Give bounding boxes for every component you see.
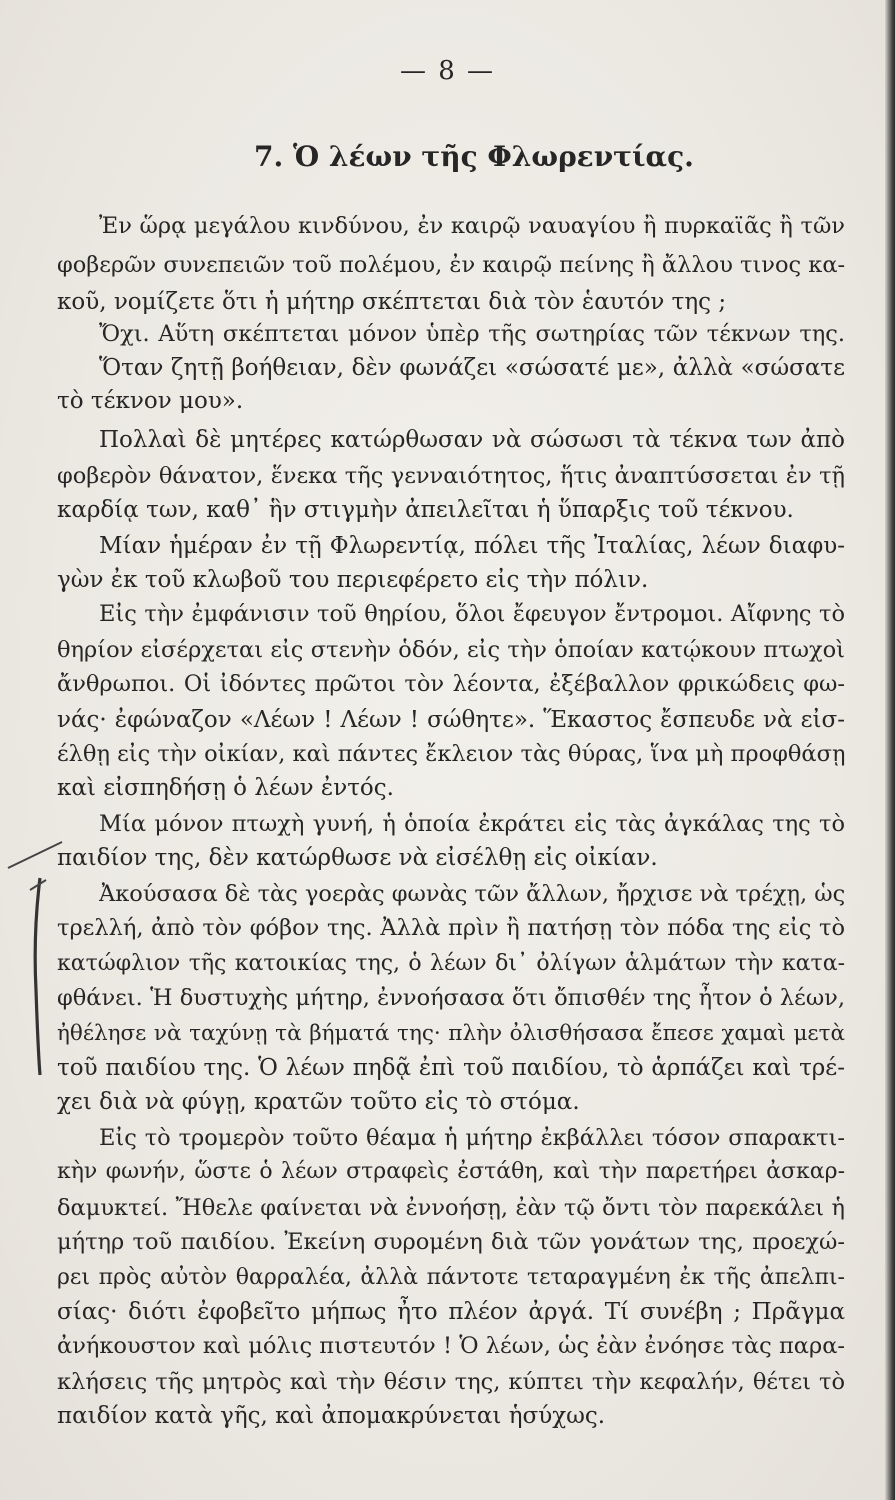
text-line: Μία μόνον πτωχὴ γυνή, ἡ ὁποία ἐκράτει εἰς τὰς ἀγκάλας της τὸ [99,811,845,837]
text-line: κλήσεις τῆς μητρὸς καὶ τὴν θέσιν της, κύπτει τὴν κεφαλήν, θέτει τὸ [57,1369,845,1395]
text-line: χει διὰ νὰ φύγῃ, κρατῶν τοῦτο εἰς τὸ στόμα. [57,1089,580,1115]
text-line: γὼν ἐκ τοῦ κλωβοῦ του περιεφέρετο εἰς τὴν πόλιν. [57,567,649,593]
text-line: καρδίᾳ των, καθ᾽ ἣν στιγμὴν ἀπειλεῖται ἡ ὕπαρξις τοῦ τέκνου. [57,497,794,523]
text-line: Ὅταν ζητῇ βοήθειαν, δὲν φωνάζει «σώσατέ με», ἀλλὰ «σώσατε [99,355,845,381]
text-line: Μίαν ἡμέραν ἐν τῇ Φλωρεντίᾳ, πόλει τῆς Ἰταλίας, λέων διαφυ- [99,533,845,559]
text-line: φθάνει. Ἡ δυστυχὴς μήτηρ, ἐννοήσασα ὅτι ὄπισθέν της ἦτον ὁ λέων, [57,985,845,1011]
page-edge-shadow [885,0,895,1500]
text-line: τὸ τέκνον μου». [57,388,244,414]
text-line: Ὄχι. Αὕτη σκέπτεται μόνον ὑπὲρ τῆς σωτηρίας τῶν τέκνων της. [99,321,845,347]
text-line: μήτηρ τοῦ παιδίου. Ἐκείνη συρομένη διὰ τῶν γονάτων της, προεχώ- [57,1229,845,1255]
pencil-margin-mark [0,820,70,1080]
text-line: ἄνθρωποι. Οἱ ἰδόντες πρῶτοι τὸν λέοντα, ἐξέβαλλον φρικώδεις φω- [57,671,845,697]
text-line: ἀνήκουστον καὶ μόλις πιστευτόν ! Ὁ λέων, ὡς ἐὰν ἐνόησε τὰς παρα- [57,1333,845,1359]
text-line: ρει πρὸς αὐτὸν θαρραλέα, ἀλλὰ πάντοτε τεταραγμένη ἐκ τῆς ἀπελπι- [57,1265,845,1290]
text-line: θηρίον εἰσέρχεται εἰς στενὴν ὁδόν, εἰς τὴν ὁποίαν κατῴκουν πτωχοὶ [57,637,845,663]
text-line: φοβερῶν συνεπειῶν τοῦ πολέμου, ἐν καιρῷ πείνης ἢ ἄλλου τινος κα- [57,252,845,278]
text-line: κοῦ, νομίζετε ὅτι ἡ μήτηρ σκέπτεται διὰ τὸν ἑαυτόν της ; [57,289,727,315]
text-line: Ἐν ὥρᾳ μεγάλου κινδύνου, ἐν καιρῷ ναυαγίου ἢ πυρκαϊᾶς ἢ τῶν [99,213,845,239]
text-line: καὶ εἰσπηδήσῃ ὁ λέων ἐντός. [57,775,394,801]
text-line: Πολλαὶ δὲ μητέρες κατώρθωσαν νὰ σώσωσι τὰ τέκνα των ἀπὸ [99,427,845,453]
chapter-heading: 7. Ὁ λέων τῆς Φλωρεντίας. [254,140,694,173]
text-line: δαμυκτεί. Ἤθελε φαίνεται νὰ ἐννοήσῃ, ἐὰν τῷ ὄντι τὸν παρεκάλει ἡ [57,1195,845,1221]
text-line: έλθῃ εἰς τὴν οἰκίαν, καὶ πάντες ἔκλειον τὰς θύρας, ἵνα μὴ προφθάσῃ [57,741,845,767]
text-line: τρελλή, ἀπὸ τὸν φόβον της. Ἀλλὰ πρὶν ἢ πατήσῃ τὸν πόδα της εἰς τὸ [57,915,845,941]
text-line: Ἀκούσασα δὲ τὰς γοερὰς φωνὰς τῶν ἄλλων, ἤρχισε νὰ τρέχῃ, ὡς [99,881,845,907]
text-line: Εἰς τὸ τρομερὸν τοῦτο θέαμα ἡ μήτηρ ἐκβάλλει τόσον σπαρακτι- [99,1125,845,1151]
text-line: τοῦ παιδίου της. Ὁ λέων πηδᾷ ἐπὶ τοῦ παιδίου, τὸ ἁρπάζει καὶ τρέ- [57,1055,845,1081]
page-number: — 8 — [399,56,496,86]
text-line: φοβερὸν θάνατον, ἕνεκα τῆς γενναιότητος, ἥτις ἀναπτύσσεται ἐν τῇ [57,463,845,489]
text-line: κατώφλιον τῆς κατοικίας της, ὁ λέων δι᾽ ὀλίγων ἁλμάτων τὴν κατα- [57,951,845,976]
text-line: νάς· ἐφώναζον «Λέων ! Λέων ! σώθητε». Ἕκαστος ἔσπευδε νὰ εἰσ- [57,707,845,733]
text-line: Εἰς τὴν ἐμφάνισιν τοῦ θηρίου, ὅλοι ἔφευγον ἔντρομοι. Αἴφνης τὸ [99,601,845,627]
text-line: κὴν φωνήν, ὥστε ὁ λέων στραφεὶς ἐστάθη, καὶ τὴν παρετήρει ἀσκαρ- [57,1159,845,1184]
text-line: ἠθέλησε νὰ ταχύνῃ τὰ βήματά της· πλὴν ὀλισθήσασα ἔπεσε χαμαὶ μετὰ [57,1021,845,1046]
text-line: παιδίον της, δὲν κατώρθωσε νὰ εἰσέλθῃ εἰς οἰκίαν. [57,845,658,871]
text-line: σίας· διότι ἐφοβεῖτο μήπως ἦτο πλέον ἀργά. Τί συνέβη ; Πρᾶγμα [57,1299,845,1325]
text-line: παιδίον κατὰ γῆς, καὶ ἀπομακρύνεται ἡσύχως. [57,1403,606,1429]
